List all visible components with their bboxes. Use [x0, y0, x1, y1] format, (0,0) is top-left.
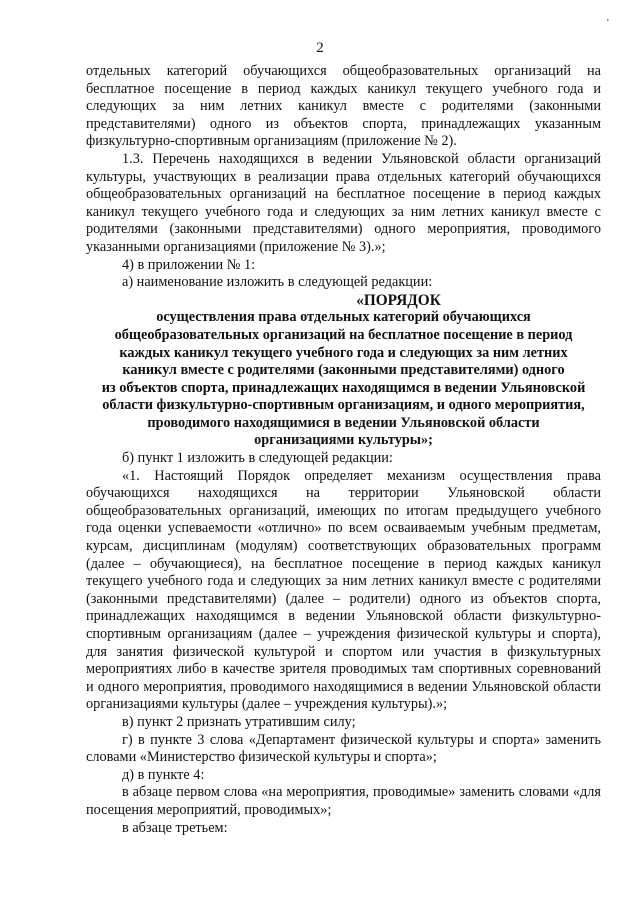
corner-mark: '	[607, 18, 609, 29]
order-title-line: области физкультурно-спортивным организациям, и одного мероприятия,	[102, 397, 585, 414]
order-title-line: осуществления права отдельных категорий обучающихся	[156, 309, 531, 326]
paragraph-item-b: б) пункт 1 изложить в следующей редакции:	[122, 450, 393, 467]
paragraph-item-d-third: в абзаце третьем:	[122, 819, 228, 836]
order-title-line: каждых каникул текущего учебного года и следующих за ним летних	[119, 344, 568, 361]
order-title-line: общеобразовательных организаций на бесплатное посещение в период	[114, 326, 573, 343]
paragraph-intro: отдельных категорий обучающихся общеобразовательных организаций на бесплатное посещение в период каждых каникул текущего учебного года и следующих за ним летних каникул вместе с родителями (законными представителями) одного из объектов спорта, принадлежащих указанным физкультурно-спортивным организациям (приложение № 2).	[86, 63, 601, 150]
paragraph-item-v: в) пункт 2 признать утратившим силу;	[122, 713, 356, 730]
order-title	[86, 292, 601, 450]
paragraph-point-1: «1. Настоящий Порядок определяет механизм осуществления права обучающихся находящихся на территории Ульяновской области общеобразовательных организаций, имеющих по итогам предыдущего учебного года оценки успеваемости «отлично» по всем осваиваемым учебным предметам, курсам, дисциплинам (модулям) соответствующих образовательных программ (далее – обучающиеся), на бесплатное посещение в период каждых каникул текущего учебного года и следующих за ним летних каникул вместе с родителями (законными представителями) (далее – родители) одного из объектов спорта, принадлежащих находящимся в ведении Ульяновской области физкультурно-спортивным организациям (далее – учреждения физической культуры и спорта), для занятия физической культурой и спортом или участия в физкультурных мероприятиях либо в качестве зрителя проводимых там спортивных соревнований и одного мероприятия, проводимого находящимися в ведении Ульяновской области организациями культуры (далее – учреждения культуры).»;	[86, 467, 601, 713]
page-number: 2	[316, 40, 324, 56]
order-title-head: «ПОРЯДОК	[356, 291, 441, 309]
order-title-line: организациями культуры»;	[254, 432, 433, 449]
paragraph-item-d-first: в абзаце первом слова «на мероприятия, проводимые» заменить словами «для посещения мероприятий, проводимых»;	[86, 784, 601, 818]
paragraph-item-4: 4) в приложении № 1:	[122, 256, 256, 273]
order-title-line: из объектов спорта, принадлежащих находящимся в ведении Ульяновской	[101, 379, 586, 396]
paragraph-item-g: г) в пункте 3 слова «Департамент физической культуры и спорта» заменить словами «Министерство физической культуры и спорта»;	[86, 731, 601, 766]
order-title-line: каникул вместе с родителями (законными представителями) одного	[122, 362, 565, 379]
order-title-line: проводимого находящимися в ведении Ульяновской области	[147, 414, 540, 431]
document-body	[86, 63, 601, 837]
paragraph-1-3: 1.3. Перечень находящихся в ведении Ульяновской области организаций культуры, участвующих в реализации права отдельных категорий обучающихся общеобразовательных организаций на бесплатное посещение в период каждых каникул текущего учебного года и следующих за ним летних каникул вместе с родителями (законными представителями) одного мероприятия, проводимого указанными организациями (приложение № 3).»;	[86, 150, 601, 255]
paragraph-item-a: а) наименование изложить в следующей редакции:	[122, 274, 433, 291]
paragraph-item-d: д) в пункте 4:	[122, 766, 205, 783]
